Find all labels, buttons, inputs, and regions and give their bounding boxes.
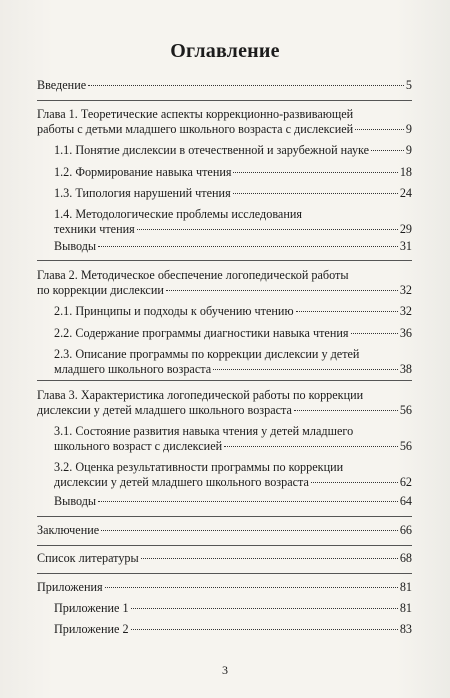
toc-entry-title: дислексии у детей младшего школьного возраста bbox=[37, 403, 292, 417]
toc-entry[interactable] bbox=[54, 460, 412, 490]
toc-entry-page: 56 bbox=[399, 439, 412, 453]
dot-leader bbox=[98, 246, 398, 247]
section-divider bbox=[37, 516, 412, 517]
toc-entry-title: по коррекции дислексии bbox=[37, 283, 164, 297]
dot-leader bbox=[224, 446, 398, 447]
toc-entry-title: Приложение 1 bbox=[54, 601, 129, 615]
section-divider bbox=[37, 573, 412, 574]
toc-entry-page: 64 bbox=[399, 494, 412, 508]
toc-entry-page: 83 bbox=[399, 622, 412, 636]
toc-entry-title: работы с детьми младшего школьного возраста с дислексией bbox=[37, 122, 354, 136]
toc-entry[interactable] bbox=[37, 580, 412, 595]
toc-entry-page: 32 bbox=[399, 304, 412, 318]
toc-entry-page: 18 bbox=[399, 165, 412, 179]
toc-entry-title: школьного возраст с дислексией bbox=[54, 439, 223, 453]
dot-leader bbox=[233, 193, 398, 194]
toc-entry[interactable] bbox=[37, 78, 412, 93]
toc-entry[interactable] bbox=[54, 239, 412, 254]
toc-entry-title: Список литературы bbox=[37, 551, 139, 565]
toc-entry-title: техники чтения bbox=[54, 222, 135, 236]
toc-entry-line: Глава 3. Характеристика логопедической работы по коррекции bbox=[37, 388, 364, 402]
toc-entry[interactable] bbox=[54, 601, 412, 616]
dot-leader bbox=[371, 150, 404, 151]
toc-entry[interactable] bbox=[54, 622, 412, 637]
toc-entry-title: дислексии у детей младшего школьного возраста bbox=[54, 475, 309, 489]
dot-leader bbox=[141, 558, 398, 559]
toc-entry-page: 68 bbox=[399, 551, 412, 565]
toc-entry[interactable] bbox=[54, 143, 412, 158]
toc-entry[interactable] bbox=[54, 424, 412, 454]
toc-entry[interactable] bbox=[54, 494, 412, 509]
dot-leader bbox=[233, 172, 397, 173]
dot-leader bbox=[311, 482, 398, 483]
toc-entry[interactable] bbox=[54, 207, 412, 237]
toc-entry-title: 1.2. Формирование навыка чтения bbox=[54, 165, 232, 179]
toc-entry-page: 9 bbox=[405, 122, 412, 136]
toc-entry-title: 1.3. Типология нарушений чтения bbox=[54, 186, 231, 200]
page-title: Оглавление bbox=[170, 40, 280, 62]
toc-entry-page: 62 bbox=[399, 475, 412, 489]
toc-entry-page: 66 bbox=[399, 523, 412, 537]
toc-entry[interactable] bbox=[54, 326, 412, 341]
toc-entry-page: 24 bbox=[399, 186, 412, 200]
toc-entry-title: Приложение 2 bbox=[54, 622, 129, 636]
dot-leader bbox=[137, 229, 398, 230]
toc-entry-page: 38 bbox=[399, 362, 412, 376]
dot-leader bbox=[131, 629, 398, 630]
dot-leader bbox=[213, 369, 398, 370]
toc-entry-page: 9 bbox=[405, 143, 412, 157]
toc-entry[interactable] bbox=[54, 186, 412, 201]
dot-leader bbox=[88, 85, 404, 86]
toc-entry-line: 3.1. Состояние развития навыка чтения у детей младшего bbox=[54, 424, 354, 438]
toc-entry-page: 32 bbox=[399, 283, 412, 297]
section-divider bbox=[37, 100, 412, 101]
toc-entry-page: 56 bbox=[399, 403, 412, 417]
section-divider bbox=[37, 380, 412, 381]
toc-entry-page: 29 bbox=[399, 222, 412, 236]
section-divider bbox=[37, 260, 412, 261]
toc-entry[interactable] bbox=[37, 523, 412, 538]
dot-leader bbox=[294, 410, 398, 411]
toc-entry[interactable] bbox=[37, 551, 412, 566]
toc-entry-page: 81 bbox=[399, 580, 412, 594]
toc-entry-line: Глава 2. Методическое обеспечение логопедической работы bbox=[37, 268, 349, 282]
toc-entry-title: Выводы bbox=[54, 494, 97, 508]
toc-entry[interactable] bbox=[37, 268, 412, 298]
dot-leader bbox=[101, 530, 398, 531]
toc-entry-title: Выводы bbox=[54, 239, 97, 253]
toc-entry[interactable] bbox=[37, 388, 412, 418]
toc-entry-page: 31 bbox=[399, 239, 412, 253]
dot-leader bbox=[351, 333, 398, 334]
toc-entry-title: 2.2. Содержание программы диагностики навыка чтения bbox=[54, 326, 349, 340]
toc-entry-title: Введение bbox=[37, 78, 87, 92]
toc-entry-title: Приложения bbox=[37, 580, 103, 594]
dot-leader bbox=[355, 129, 404, 130]
toc-entry-title: младшего школьного возраста bbox=[54, 362, 212, 376]
toc-entry-line: 1.4. Методологические проблемы исследования bbox=[54, 207, 302, 221]
toc-entry-line: 2.3. Описание программы по коррекции дислексии у детей bbox=[54, 347, 360, 361]
toc-entry-title: 1.1. Понятие дислексии в отечественной и зарубежной науке bbox=[54, 143, 370, 157]
dot-leader bbox=[105, 587, 398, 588]
dot-leader bbox=[166, 290, 398, 291]
toc-entry[interactable] bbox=[54, 304, 412, 319]
toc-entry-page: 36 bbox=[399, 326, 412, 340]
dot-leader bbox=[296, 311, 398, 312]
toc-entry-line: Глава 1. Теоретические аспекты коррекционно-развивающей bbox=[37, 107, 354, 121]
toc-entry-page: 81 bbox=[399, 601, 412, 615]
toc-entry-title: 2.1. Принципы и подходы к обучению чтению bbox=[54, 304, 294, 318]
toc-entry[interactable] bbox=[54, 165, 412, 180]
dot-leader bbox=[98, 501, 398, 502]
toc-entry-line: 3.2. Оценка результативности программы по коррекции bbox=[54, 460, 344, 474]
toc-entry-page: 5 bbox=[405, 78, 412, 92]
toc-entry[interactable] bbox=[37, 107, 412, 137]
dot-leader bbox=[131, 608, 398, 609]
toc-entry[interactable] bbox=[54, 347, 412, 377]
section-divider bbox=[37, 545, 412, 546]
page-number: 3 bbox=[222, 663, 228, 677]
toc-entry-title: Заключение bbox=[37, 523, 100, 537]
